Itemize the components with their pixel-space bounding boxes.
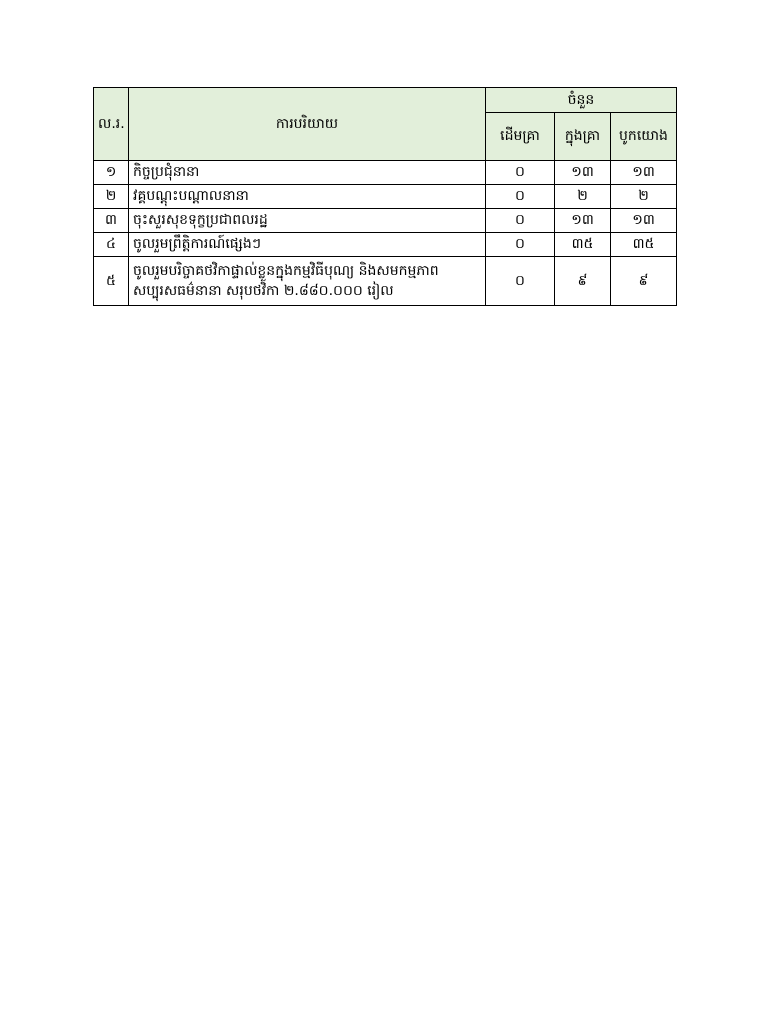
row-cumulative: ១៣ xyxy=(611,209,677,233)
row-no: ៣ xyxy=(94,209,129,233)
table-row xyxy=(94,233,677,257)
row-current: ១៣ xyxy=(555,161,611,185)
row-previous: ០ xyxy=(486,233,555,257)
row-no: ២ xyxy=(94,185,129,209)
table-row xyxy=(94,185,677,209)
row-description: វគ្គបណ្តុះបណ្តាលនានា xyxy=(129,185,486,209)
header-current: ក្នុងគ្រា xyxy=(555,113,611,161)
row-description: ចូលរួមបរិច្ចាគថវិកាផ្ទាល់ខ្លួនក្នុងកម្មវិធីបុណ្យ និងសមកម្មភាព សប្បុរសធម៌នានា សរុបថវិកា ២.៨៨០.០០០ រៀល xyxy=(129,257,486,306)
row-current: ៩ xyxy=(555,257,611,306)
header-count-group: ចំនួន xyxy=(486,88,677,113)
row-cumulative: ៣៥ xyxy=(611,233,677,257)
row-previous: ០ xyxy=(486,209,555,233)
table-header-row xyxy=(94,88,677,113)
table-row xyxy=(94,161,677,185)
row-current: ១៣ xyxy=(555,209,611,233)
header-no: ល.រ. xyxy=(94,88,129,161)
row-current: ៣៥ xyxy=(555,233,611,257)
header-previous: ដើមគ្រា xyxy=(486,113,555,161)
activity-summary-table xyxy=(93,87,677,306)
header-cumulative: បូកយោង xyxy=(611,113,677,161)
row-no: ១ xyxy=(94,161,129,185)
row-cumulative: ៩ xyxy=(611,257,677,306)
row-description: ចូលរួមព្រឹត្តិការណ៍ផ្សេងៗ xyxy=(129,233,486,257)
row-description: ចុះសួរសុខទុក្ខប្រជាពលរដ្ឋ xyxy=(129,209,486,233)
row-previous: ០ xyxy=(486,161,555,185)
row-cumulative: ២ xyxy=(611,185,677,209)
row-current: ២ xyxy=(555,185,611,209)
row-previous: ០ xyxy=(486,257,555,306)
row-no: ៤ xyxy=(94,233,129,257)
row-previous: ០ xyxy=(486,185,555,209)
table-row xyxy=(94,257,677,306)
row-no: ៥ xyxy=(94,257,129,306)
header-description: ការបរិយាយ xyxy=(129,88,486,161)
row-cumulative: ១៣ xyxy=(611,161,677,185)
row-description: កិច្ចប្រជុំនានា xyxy=(129,161,486,185)
table-row xyxy=(94,209,677,233)
